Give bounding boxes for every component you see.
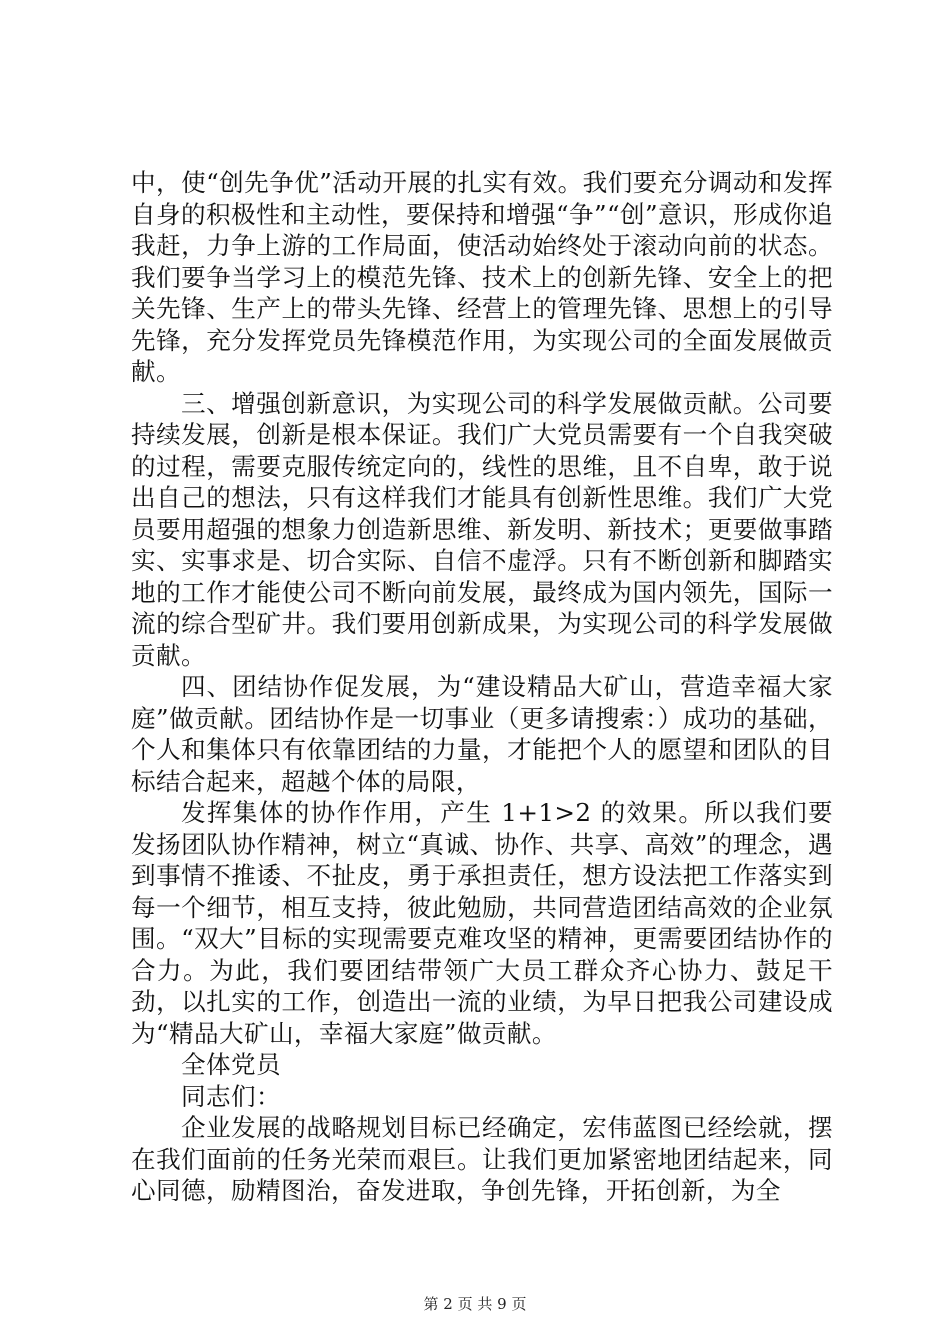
paragraph-7: 企业发展的战略规划目标已经确定，宏伟蓝图已经绘就，摆在我们面前的任务光荣而艰巨。让我们更加紧密地团结起来，同心同德，励精图治，奋发进取，争创先锋，开拓创新，为全 (131, 1113, 833, 1205)
document-body (131, 167, 833, 1207)
page-footer: 第 2 页 共 9 页 (423, 1295, 527, 1313)
paragraph-4: 发挥集体的协作作用，产生 1+1>2 的效果。所以我们要发扬团队协作精神，树立“真诚、协作、共享、高效”的理念，遇到事情不推诿、不扯皮，勇于承担责任，想方设法把工作落实到每一个细节，相互支持，彼此勉励，共同营造团结高效的企业氛围。“双大”目标的实现需要克难攻坚的精神，更需要团结协作的合力。为此，我们要团结带领广大员工群众齐心协力、鼓足干劲，以扎实的工作，创造出一流的业绩，为早日把我公司建设成为“精品大矿山，幸福大家庭”做贡献。 (131, 798, 833, 1048)
paragraph-1: 中，使“创先争优”活动开展的扎实有效。我们要充分调动和发挥自身的积极性和主动性，要保持和增强“争”“创”意识，形成你追我赶，力争上游的工作局面，使活动始终处于滚动向前的状态。我们要争当学习上的模范先锋、技术上的创新先锋、安全上的把关先锋、生产上的带头先锋、经营上的管理先锋、思想上的引导先锋，充分发挥党员先锋模范作用，为实现公司的全面发展做贡献。 (131, 168, 833, 386)
paragraph-6: 同志们： (181, 1081, 281, 1111)
paragraph-2: 三、增强创新意识，为实现公司的科学发展做贡献。公司要持续发展，创新是根本保证。我们广大党员需要有一个自我突破的过程，需要克服传统定向的，线性的思维，且不自卑，敢于说出自己的想法，只有这样我们才能具有创新性思维。我们广大党员要用超强的想象力创造新思维、新发明、新技术；更要做事踏实、实事求是、切合实际、自信不虚浮。只有不断创新和脚踏实地的工作才能使公司不断向前发展，最终成为国内领先，国际一流的综合型矿井。我们要用创新成果，为实现公司的科学发展做贡献。 (131, 388, 833, 670)
paragraph-5: 全体党员 (181, 1050, 281, 1079)
paragraph-3: 四、团结协作促发展，为“建设精品大矿山，营造幸福大家庭”做贡献。团结协作是一切事业（更多请搜索：）成功的基础，个人和集体只有依靠团结的力量，才能把个人的愿望和团队的目标结合起来，超越个体的局限， (131, 672, 834, 796)
